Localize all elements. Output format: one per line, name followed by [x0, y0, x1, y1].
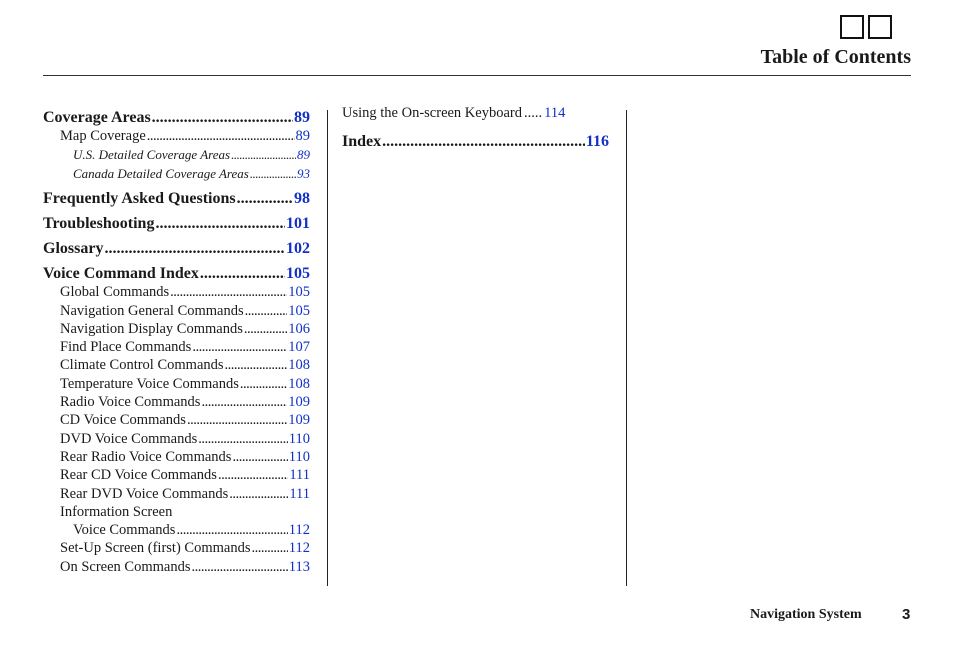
entry-label: Rear DVD Voice Commands	[60, 485, 229, 502]
entry-label: On Screen Commands	[60, 558, 191, 575]
page-link[interactable]: 107	[288, 339, 310, 356]
toc-entry-navigation-display[interactable]	[43, 320, 310, 338]
entry-label: Rear CD Voice Commands	[60, 467, 217, 484]
toc-entry-map-coverage[interactable]	[43, 127, 310, 145]
toc-column-1	[43, 103, 310, 576]
toc-entry-faq[interactable]	[43, 189, 310, 208]
header-divider	[43, 75, 911, 76]
toc-entry-voice-command-index[interactable]	[43, 264, 310, 283]
entry-label: CD Voice Commands	[60, 412, 186, 429]
toc-entry-on-screen[interactable]	[43, 558, 310, 576]
toc-entry-dvd-voice[interactable]	[43, 430, 310, 448]
entry-label: Glossary	[43, 240, 104, 258]
entry-label: Navigation Display Commands	[60, 320, 243, 337]
page-link[interactable]: 110	[288, 448, 310, 465]
footer-title: Navigation System	[750, 607, 862, 622]
page-link[interactable]: 98	[294, 190, 310, 208]
entry-label: Index	[342, 133, 382, 150]
toc-entry-temperature-voice[interactable]	[43, 375, 310, 393]
toc-entry-information-screen-heading: Information Screen	[60, 503, 173, 520]
entry-label: Troubleshooting	[43, 215, 155, 233]
toc-entry-glossary[interactable]	[43, 239, 310, 258]
toc-entry-navigation-general[interactable]	[43, 302, 310, 320]
entry-label: Frequently Asked Questions	[43, 190, 236, 208]
page-link[interactable]: 105	[286, 265, 310, 283]
toc-entry-radio-voice[interactable]	[43, 393, 310, 411]
page-link[interactable]: 108	[288, 357, 310, 374]
toc-entry-find-place[interactable]	[43, 338, 310, 356]
page-link[interactable]: 105	[288, 284, 310, 301]
toc-entry-coverage-areas[interactable]	[43, 108, 310, 127]
toc-entry-rear-cd-voice[interactable]	[43, 466, 310, 484]
entry-label: Navigation General Commands	[60, 302, 244, 319]
page-link[interactable]: 111	[289, 467, 310, 484]
square-icon	[868, 15, 892, 39]
page-link[interactable]: 112	[288, 522, 310, 539]
page-link[interactable]: 116	[585, 133, 609, 150]
page-title: Table of Contents	[760, 46, 911, 68]
entry-label: Canada Detailed Coverage Areas	[73, 166, 249, 182]
toc-entry-canada-coverage[interactable]	[43, 164, 310, 183]
entry-label: Voice Commands	[73, 522, 176, 539]
entry-label: Map Coverage	[60, 128, 146, 144]
page-link[interactable]: 110	[288, 430, 310, 447]
entry-label: Global Commands	[60, 284, 170, 301]
column-divider	[626, 110, 627, 586]
column-divider	[327, 110, 328, 586]
page-link[interactable]: 102	[286, 240, 310, 258]
page-link[interactable]: 101	[286, 215, 310, 233]
entry-label: DVD Voice Commands	[60, 430, 198, 447]
toc-entry-information-screen[interactable]	[43, 521, 310, 539]
toc-entry-global-commands[interactable]	[43, 283, 310, 301]
toc-entry-index[interactable]	[342, 132, 609, 151]
page-link[interactable]: 93	[297, 166, 310, 182]
toc-entry-cd-voice[interactable]	[43, 411, 310, 429]
page-link[interactable]: 108	[288, 375, 310, 392]
entry-label: Temperature Voice Commands	[60, 375, 239, 392]
page-link[interactable]: 105	[288, 302, 310, 319]
page-link[interactable]: 89	[295, 128, 310, 144]
page-link[interactable]: 89	[294, 109, 310, 126]
entry-label: Climate Control Commands	[60, 357, 224, 374]
entry-label: Using the On-screen Keyboard	[342, 105, 522, 121]
page-link[interactable]: 112	[288, 540, 310, 557]
toc-entry-onscreen-keyboard[interactable]	[342, 104, 609, 123]
page-link[interactable]: 89	[297, 147, 310, 163]
page-number: 3	[902, 606, 911, 623]
toc-entry-rear-dvd-voice[interactable]	[43, 485, 310, 503]
entry-label: Rear Radio Voice Commands	[60, 448, 232, 465]
toc-column-2	[342, 104, 609, 151]
entry-label: Coverage Areas	[43, 109, 151, 126]
entry-label: Find Place Commands	[60, 339, 192, 356]
entry-label: Radio Voice Commands	[60, 394, 201, 411]
entry-label: U.S. Detailed Coverage Areas	[73, 147, 231, 163]
toc-entry-climate-control[interactable]	[43, 356, 310, 374]
header-boxes-icon	[840, 15, 892, 39]
toc-entry-rear-radio-voice[interactable]	[43, 448, 310, 466]
page-link[interactable]: 111	[289, 485, 310, 502]
page-link[interactable]: 113	[288, 558, 310, 575]
square-icon	[840, 15, 864, 39]
page-link[interactable]: 109	[288, 394, 310, 411]
leader-dots: .....	[523, 105, 543, 121]
toc-entry-us-coverage[interactable]	[43, 145, 310, 164]
entry-label: Voice Command Index	[43, 265, 199, 283]
page-link[interactable]: 114	[544, 105, 566, 121]
toc-entry-setup-screen[interactable]	[43, 539, 310, 557]
page-link[interactable]: 106	[288, 320, 310, 337]
toc-entry-troubleshooting[interactable]	[43, 214, 310, 233]
entry-label: Set-Up Screen (first) Commands	[60, 540, 251, 557]
page-link[interactable]: 109	[288, 412, 310, 429]
